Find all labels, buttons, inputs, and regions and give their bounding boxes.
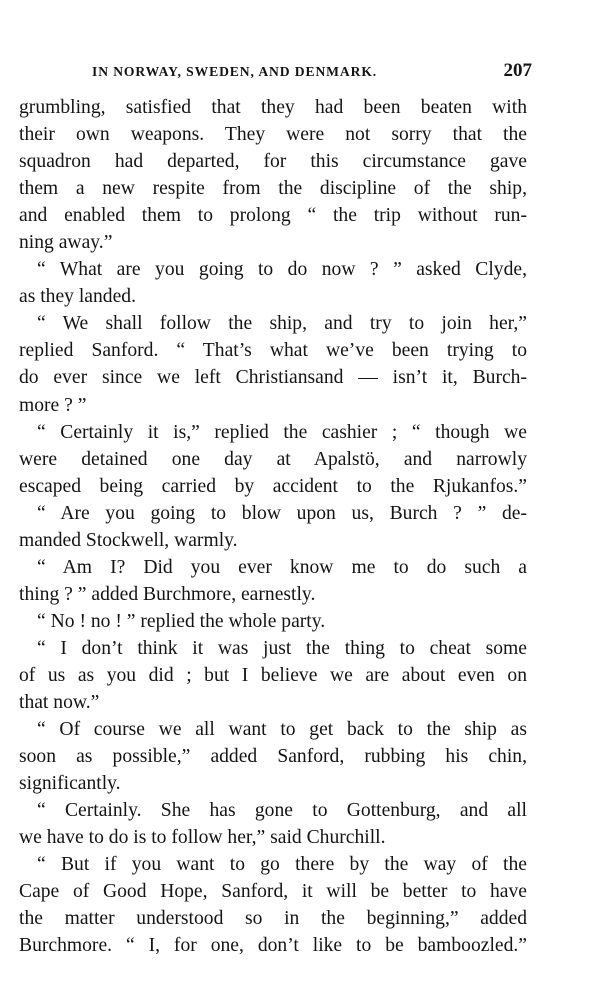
- text-line: of us as you did ; but I believe we are about even on: [19, 664, 527, 686]
- text-line: the matter understood so in the beginning,” added: [19, 908, 527, 930]
- text-line: “ Certainly it is,” replied the cashier ; “ though we: [37, 421, 527, 443]
- text-line: “ No ! no ! ” replied the whole party.: [37, 610, 326, 632]
- text-line: grumbling, satisfied that they had been beaten with: [19, 97, 527, 118]
- text-line: “ But if you want to go there by the way of the: [37, 854, 527, 876]
- text-line: that now.”: [19, 692, 100, 714]
- text-line: “ We shall follow the ship, and try to join her,”: [37, 313, 527, 335]
- text-line: escaped being carried by accident to the Rjukanfos.”: [19, 475, 527, 497]
- text-line: “ Am I? Did you ever know me to do such a: [37, 556, 527, 578]
- text-line: do ever since we left Christiansand — isn’t it, Burch-: [19, 367, 527, 389]
- text-line: significantly.: [19, 773, 121, 795]
- page-number: 207: [503, 60, 532, 81]
- text-line: manded Stockwell, warmly.: [19, 529, 238, 551]
- text-line: we have to do is to follow her,” said Churchill.: [19, 827, 386, 849]
- running-head: [92, 60, 532, 84]
- text-line: “ I don’t think it was just the thing to cheat some: [37, 637, 527, 659]
- text-line: their own weapons. They were not sorry that the: [19, 124, 527, 146]
- text-line: more ? ”: [19, 394, 87, 416]
- text-line: replied Sanford. “ That’s what we’ve been trying to: [19, 340, 527, 362]
- text-line: soon as possible,” added Sanford, rubbing his chin,: [19, 746, 527, 768]
- text-line: “ Are you going to blow upon us, Burch ? ” de-: [37, 502, 527, 524]
- running-title: IN NORWAY, SWEDEN, AND DENMARK.: [92, 64, 378, 79]
- text-line: and enabled them to prolong “ the trip without run-: [19, 205, 527, 227]
- text-line: were detained one day at Apalstö, and narrowly: [19, 448, 527, 470]
- text-line: ning away.”: [19, 232, 113, 254]
- text-line: Cape of Good Hope, Sanford, it will be better to have: [19, 881, 527, 903]
- text-line: as they landed.: [19, 286, 136, 308]
- text-line: squadron had departed, for this circumstance gave: [19, 151, 527, 173]
- text-line: “ Certainly. She has gone to Gottenburg, and all: [37, 800, 527, 822]
- text-line: “ Of course we all want to get back to the ship as: [37, 719, 527, 741]
- text-line: Burchmore. “ I, for one, don’t like to be bamboozled.”: [19, 935, 527, 957]
- body-text: [19, 94, 527, 960]
- text-line: thing ? ” added Burchmore, earnestly.: [19, 583, 316, 605]
- text-line: them a new respite from the discipline of the ship,: [19, 178, 527, 200]
- text-line: “ What are you going to do now ? ” asked Clyde,: [37, 259, 527, 281]
